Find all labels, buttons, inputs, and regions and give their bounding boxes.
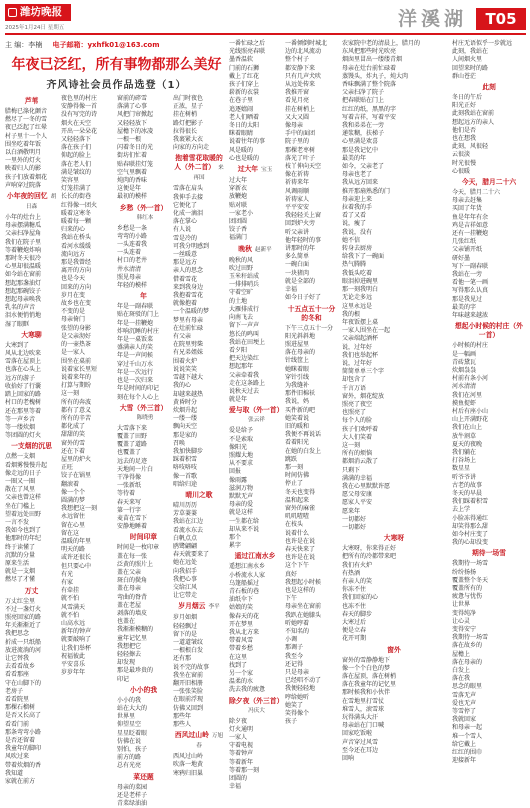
poem-heading: [229, 552, 281, 561]
poem-heading: [342, 534, 446, 543]
poem-author: 冯庆大: [248, 707, 265, 714]
text-column-1: [5, 95, 58, 786]
poem-text: 出门时夜色 正浓，星子 挂在树梢 路灯把影子 拉得很长 我裹紧大衣 向家的方向走: [173, 95, 210, 152]
poem-text: 小年的灶台上 母亲摆满糖瓜 父亲扫净屋角 我们在院子里 等着鞭炮炸响 那时冬天很冷 心里却很温暖 如今站在窗前 想起那盏油灯 想起那碗饺子 想起母亲唤我 乳名的声音 泪水便悄悄地 湿了眼眶: [5, 214, 42, 328]
poem-heading: [452, 178, 526, 187]
poem-text: 村庄无语似乎一步就远 此刻，我站在 人间烟火里 回望来时的路 群山苍茫: [452, 40, 513, 80]
poem-text: 年是一副春联 贴在斑驳的门上 年是一挂鞭炮 炸响沉睡的村庄 年是一桌饭菜 盛满亲人的笑 年是一声问候 穿过千山万水 年是一次远行 也是一次归来 年是时间的印记 刻在每个人心上: [117, 303, 160, 401]
poem-title: 今天，腊月二十六: [461, 178, 517, 187]
poem-title: 抱着雪花取暖的人（外二首）: [174, 154, 223, 172]
poem-title: 遥过江南水乡: [234, 552, 276, 561]
text-column-6: [285, 40, 338, 780]
poem-heading: [173, 491, 225, 500]
poem-author: 赵新平: [254, 246, 272, 253]
poem-title: 乡愁（外一首）: [119, 203, 168, 212]
poem-text: 时间是一枚印章 盖在每一张 泛黄的照片上 盖在父亲 斑白的鬓角 盖在母亲 弯曲的脊背 盖在老屋 剥落的墙皮 也盖在 我渐渐模糊的 童年记忆里 我想把它 轻轻擦去 却发现 那是最珍贵的 印记: [117, 544, 160, 683]
poem-heading: [117, 292, 170, 301]
poem-title: 晴川之歌: [185, 490, 213, 499]
text-column-4: [173, 95, 225, 780]
poem-heading: [117, 773, 170, 782]
poem-text: 西风过山岭 吹落一地黄 寒鸦归旧巢: [173, 753, 204, 777]
poem-title: 大寒呀: [383, 534, 405, 543]
poem-text: 点燃一支烟 看烟雾慢慢升起 像走远的日子 一圈又一圈 散在了风里 父亲也曾这样 坐在门槛上 望着远处田野 一言不发 我如今也到了 他那时的年纪 终于读懂了 沉默的分量 原来生活 就是一支烟 燃尽了才懂: [5, 453, 48, 584]
poem-text: 小小的我 站在大大的 世界里 仰望星空 星星眨着眼 仿佛在说 别怕，孩子 前方的路 总有光亮: [117, 696, 148, 770]
poem-heading: [5, 192, 58, 212]
poem-title: 大寒聊: [21, 330, 42, 339]
poem-author: 宝玉: [261, 167, 273, 174]
credits-line: [5, 40, 160, 50]
page-headline: 年夜已泛红，所有事物都那么美好: [11, 57, 222, 73]
poem-heading: [173, 154, 225, 183]
poem-text: 大雪落下来 覆盖了田野 覆盖了道路 也覆盖了 远去的足迹 天地间一片白 干净得像 一张新纸 等待着 春天来写 第一行字 麦苗在雪下 安静地睡着: [117, 424, 154, 531]
issue-date: 2025年1月24日 星期五: [5, 25, 65, 31]
poem-heading: [117, 404, 170, 423]
poem-author: 张云祥: [248, 417, 265, 424]
poem-title: 芦苇: [24, 97, 39, 105]
logo-text: 潍坊晚报: [20, 6, 62, 18]
poem-title: 除夕夜（外三首）: [229, 696, 284, 705]
poem-title: 想起小时候的村庄（外一首）: [455, 322, 523, 340]
newspaper-logo: [5, 4, 71, 21]
poem-heading: [229, 165, 281, 175]
section-title: 洋溪湖: [398, 8, 468, 30]
text-column-3: [117, 95, 170, 808]
poem-author: 李平: [208, 604, 220, 611]
poem-author: 陈晓勇: [136, 414, 154, 421]
poem-text: 窗前的碎雪 落满了心事 风把门帘掀起 又轻轻放下 屋檐下的冰凌 一根一根 闪着冬日的光 街坊们忙着 贴春联挂灯笼 空气里飘着 炖肉的香味 这便是年 最初的模样: [117, 95, 154, 201]
poem-heading: [5, 587, 58, 596]
poem-text: 窗外的雪静静地下 像一个个白色的梦 落在屋顶，落在树梢 落在我童年的记忆里 那时候我和小伙伴 在雪地里打雪仗 堆雪人，滚雪球 玩得满头大汗 母亲站在门口喊 回家吃饭啦 声音穿过风雪 至今还在耳边 回响: [342, 656, 397, 763]
poem-title: 大雪（外三首）: [119, 403, 168, 412]
poem-heading: [452, 83, 526, 92]
poem-heading: [5, 442, 58, 451]
poem-author: 韩红本: [136, 214, 154, 221]
logo-mark-icon: [8, 8, 17, 17]
poem-title: 晚秋: [238, 244, 252, 253]
poem-text: 冬日的午后 阳光正好 此刻我站在窗前 想起远方的亲人 他们是否 也在想我 此刻，风很轻 云很淡 时光很慢 心很暖: [452, 94, 495, 175]
poem-heading: [229, 245, 281, 255]
poem-text: 一番忙碌之后 光线照亮春联 墨香温软 门前的石狮 戴上了红花 孩子们穿上 崭新的衣裳 在巷子里 追逐嬉闹 老人们晒着 冬日的太阳 眯着眼睛 说着往年的事 风是暖的 心也是暖的: [229, 40, 266, 162]
poem-text: 一番倾倒时城北 边的北风流动 整个村子 都安静下来 只有几声犬吠 从远处传来 我推开窗 看见月亮 挂在树梢上 又大又圆 像母亲 手中的面团 院子里的 那棵老枣树 落光了叶子 枝丫伸向天空 像在祈祷 祈祷来年 风调雨顺 祈祷家人 平平安安 我轻轻关上窗 回到炉火旁 听父亲讲 他年轻时的事 讲那时的年 多么简单 一碗白面 一块猪肉 就是全部的 幸福 如今日子好了: [285, 40, 328, 302]
poem-title: 过大年: [237, 165, 259, 174]
poem-heading: [5, 97, 58, 106]
poem-text: 农家院中老的清晨上，腊月的 东风把那些时光吹亮 烟囱里冒出一缕缕青烟 母亲在灶台前忙碌着 蒸馒头，炸丸子，炖大肉 香味飘满了整个院落 父亲扫净了院子 把春联贴在门上 红红的纸，黑黑的字 写着吉祥，写着平安 我和弟弟在一旁 递浆糊，扶梯子 心里满是欢喜 那是我记忆中 最美的年 如今，父亲老了 母亲也老了 我从远方回来 推开那扇熟悉的门 母亲迎上来 拉着我的手 看了又看 说，瘦了 我说，没有 她不信 转身去厨房 给我下了一碗面 热气腾腾 我低头吃着 眼泪掉进碗里 那一刻我明白 无论走多远 这里永远是 我的根 年夜饭摆上桌 一家人围坐在一起 父亲端起酒杯 说，过年好 我们也举起杯 说，过年好 简简单单三个字 却包含了 千言万语 窗外，烟花绽放 照亮了夜空 也照亮了 每个人的脸 孩子们欢呼着 大人们笑着 这一刻 所有的烦恼 都烟消云散了 只剩下 满满的幸福 我在心里默默许愿 愿父母安康 愿家人平安 愿来年 一切都好 一切都好: [342, 40, 421, 531]
poem-text: 岁月如烟 轻轻飘过 留下的是 一道道皱纹 一根根白发 还有那 说不完的故事 我坐在窗前 翻开旧相册 一张张笑脸 在眼前浮现 仿佛又回到 那些年 那些人: [173, 614, 210, 729]
poem-title: 爱与取（外一首）: [229, 406, 284, 415]
poem-text: 爱是给予 不是索取 像阳光 照耀大地 从不要求 回报 像雨露 滋润万物 默默无声 母亲的爱 就是这样 一生都在给 却从来不说 那个 累字: [229, 427, 260, 550]
poem-text: 今天，腊月二十六 母亲去赶集 买回了年货 鱼是年年有余 鸡是吉祥如意 还有一挂鞭炮 几张红纸 父亲铺开纸 研好墨 写下一副春联 我站在一旁 看他一笔一画 写得那么认真 那是我见过 最美的字 年味越来越浓: [452, 189, 501, 320]
poem-text: 过大年 穿新衣 放鞭炮 贴对联 一家老小 团团圆 饺子香 福满门: [229, 177, 254, 242]
text-column-7: [342, 40, 446, 780]
poem-text: 大寒到了 风从北边吹来 雪落在屋顶上 也落在心头上 远方的游子 收拾好了行囊 踏上回家的路 村口的老槐树 还在那里等着 等一声乡音 等一缕炊烟 等团圆的灯火: [5, 341, 42, 440]
text-column-2: [61, 95, 114, 780]
poem-text: 夜色里的村庄 安静得像一首 没有写完的诗 烟火在天空 开出一朵朵花 又轻轻落下 落在孩子们 仰起的脸上 落在老人们 满是皱纹的 笑容里 灯笼挂满了 长长的街巷 红得像一团火 暖着这寒冬 暖着每一颗 归来的心 我站在桥头 看河水缓缓 流向远方 那是我曾经 离开的方向 也是今天 回来的方向 岁月在变 故乡也在变 不变的是 母亲倚门 张望的身影 是父亲沏好 的一壶热茶 是一家人 围坐在桌前 说着家长里短 说着来年的 打算与期盼 这一刻 所有的奔波 都有了意义 所有的辛苦 都化成了 甜甜的笑 窗外的雪 还在下着 屋里的炉火 正旺 饺子在锅里 翻滚着 像一个个 圆满的梦 我想把这一刻 永远留住 留在心里 留在这 温暖的年里 明天的路 或许还很长 但只要心中 有光 有家 有牵挂 就不怕 风雪满天 就不怕 山高水远 新年的钟声 就要敲响了 让我们举杯 祝福彼此 平安喜乐 岁岁年年: [61, 95, 98, 677]
poem-title: 此刻: [482, 83, 496, 92]
poem-text: 除夕夜 灯火通明 一家人 守着电视 等着钟声 等着新年 等着那一刻 团圆的 幸福: [229, 717, 260, 791]
poem-title: 十五点五十一分的冬和: [287, 304, 336, 322]
poem-text: 雪落在肩头 我伸手去接 它便化了 化成一滴泪 落在掌心 有人说 雪是冷的 可我分明感到 一丝暖意 那是远方 亲人的思念 借着雪花 来到我身边 我抱着雪花 就像抱着 一个温暖的梦 梦里有母亲 在灶前忙碌 有父亲 在院里劈柴 有兄弟姐妹 围着火炉 说说笑笑 雪越下越大 我的心 却越来越热 黄昏时分 炊烟升起 一缕一缕 飘向天空 那是家的 召唤 我加快脚步 踩着积雪 咯吱咯吱 像一首歌 唱给归途: [173, 185, 210, 488]
poem-author: 胡日森: [25, 194, 57, 211]
poem-heading: [452, 322, 526, 340]
poem-title: 一支烟的沉思: [11, 442, 52, 451]
poem-text: 晚秋的风 吹过田野 玉米秆站成 一排排哨兵 守着空旷 的土地 大雁排成行 向南飞去 留下一声声 悠长的鸣叫 我站在田埂上 看夕阳 把天边染红 想起那年 父亲牵着我 走在这条路上 说秋天过去 就是年: [229, 256, 266, 404]
poem-author: 万旭春: [196, 733, 224, 750]
poem-text: 晴川历历 芳草萋萋 我站在江边 看流水东去 白帆点点 鸥鹭翩翩 春天就要来了 她在远处 向我招手 我把心事 交给江风 让它带走: [173, 501, 210, 600]
poem-author: 来再国: [193, 165, 224, 182]
poem-title: 菜还题: [133, 772, 154, 781]
text-column-8: [452, 40, 526, 780]
poem-heading: [173, 731, 225, 751]
editor-credit: 主 编：李楠: [5, 41, 43, 49]
page-number-badge: T05: [476, 8, 526, 30]
poem-heading: [173, 602, 225, 612]
poem-heading: [117, 533, 170, 542]
poem-heading: [285, 305, 338, 323]
poem-title: 期待一场雪: [472, 549, 506, 558]
poem-title: 西风过山岭: [174, 731, 209, 740]
poem-text: 遥想江南水乡 小桥流水人家 乌篷船摇过 青石板的巷 油纸伞下 姑娘的笑 像春天的花 开在梦里 我从北方来 带着风雪 带着乡愁 在这里 找到了 另一个家 温柔的水 洗去我的疲惫: [229, 563, 266, 694]
poem-text: 大寒呀，你来得正好 把所有的冷都带来吧 我们有火炉 有热酒 有亲人的笑 你冻不住 我们回家的心 也冻不住 春天的脚步 大寒过后 便是立春 花开可期: [342, 545, 397, 643]
poem-text: 小时候的村庄 是一幅画 青砖黛瓦 炊烟袅袅 村前有条小河 河水清清 我们在河里 摸鱼捉虾 村后有座小山 山上开满野花 我们在山上 放牛割草 夏天的夜晚 我们躺在 打谷场上 数星星 听爷爷讲 古老的故事 冬天的早晨 我们踩着积雪 去上学 小脸冻得通红 却笑得那么甜 如今村庄变了 我的心却没变: [452, 342, 489, 547]
poem-title: 年: [140, 292, 147, 301]
poem-title: 岁月烟云: [178, 602, 206, 611]
page-subtitle: 齐风诗社会员作品选登（1）: [46, 80, 187, 91]
poem-title: 小年夜的回忆: [6, 192, 48, 201]
masthead-divider: [5, 33, 526, 35]
poem-heading: [117, 204, 170, 223]
poem-heading: [229, 696, 284, 716]
poem-title: 窗外: [387, 645, 401, 654]
poem-text: 万丈红尘里 不过一盏灯火 照亮回家的路 年关渐渐近了 我把思念 折成一只纸船 放进流淌的河 让它替我 去看看故乡 看看那座 守在山脚下的 老房子 看看院里 那棵石榴树 是否又长高了 看看门前 那条弯弯小路 是否还留着 我童年的脚印 风吹过来 带着炊烟的香 我知道 家就在前方: [5, 597, 42, 786]
poem-text: 乡愁是一条 弯弯的小路 一头连着我 一头连着 村口的老井 井水清清 照见母亲 年轻的模样: [117, 224, 148, 290]
poem-heading: [5, 331, 58, 340]
poem-title: 万丈: [24, 586, 39, 595]
poem-heading: [342, 646, 446, 655]
poem-title: 小小的我: [129, 685, 158, 694]
text-column-5: [229, 40, 284, 791]
poem-heading: [229, 406, 284, 425]
poem-title: 时间印章: [129, 533, 158, 542]
poem-heading: [452, 549, 526, 558]
poem-text: 母亲的菜园 还是老样子 青菜绿油油: [117, 783, 148, 808]
email-credit: 电子邮箱：yxhfk01@163.com: [52, 41, 160, 49]
poem-text: 我期待一场雪 纷纷扬扬 覆盖整个冬天 覆盖所有的 疲惫与忧伤 让世界 变得纯净 让心灵 变得安宁 我期待一场雪 落在故乡的 屋檐上 落在母亲的 白发上 落在我 思念的眼里 雪落无声 爱也无声 等雪停了 我就回家 和母亲一起 堆一个雪人 给它戴上 红红的围巾 迎接新年: [452, 560, 489, 765]
poem-heading: [117, 686, 170, 695]
poem-text: 下午三点五十一分 阳光斜斜地 照进屋里 落在母亲的 针线筐上 她眯着眼 穿针引线 为我缝补 那件旧棉袄 我说，妈 买件新的吧 她笑着说 旧的暖和 我便不再说话 看着阳光 在她的白发上 跳跃 那一刻 时间仿佛 停止了 冬天也变得 温和起来 窗外的麻雀 叽叽喳喳 在枝头 说着什么 也许是在说 春天快来了 也许是在说 这个下午 真好 我想起小时候 也是这样的 下午 母亲坐在窗前 我趴在她膝头 听她哼着 不知名的 小调 那调子 我至今 还记得 只是母亲 已经唱不动了 我便轻轻地 哼给她听 她笑了 笑得像个 孩子: [285, 324, 334, 726]
poem-text: 腊梅已涤化颤音 燃尽了一冬的雪 夜已泛起了红晕 村子里十一个人 围坐吃着年饭 以白酒敬明月 一里外的灯火 映着归人的影 孩子们放着烟花 声响穿过院落: [5, 108, 48, 189]
